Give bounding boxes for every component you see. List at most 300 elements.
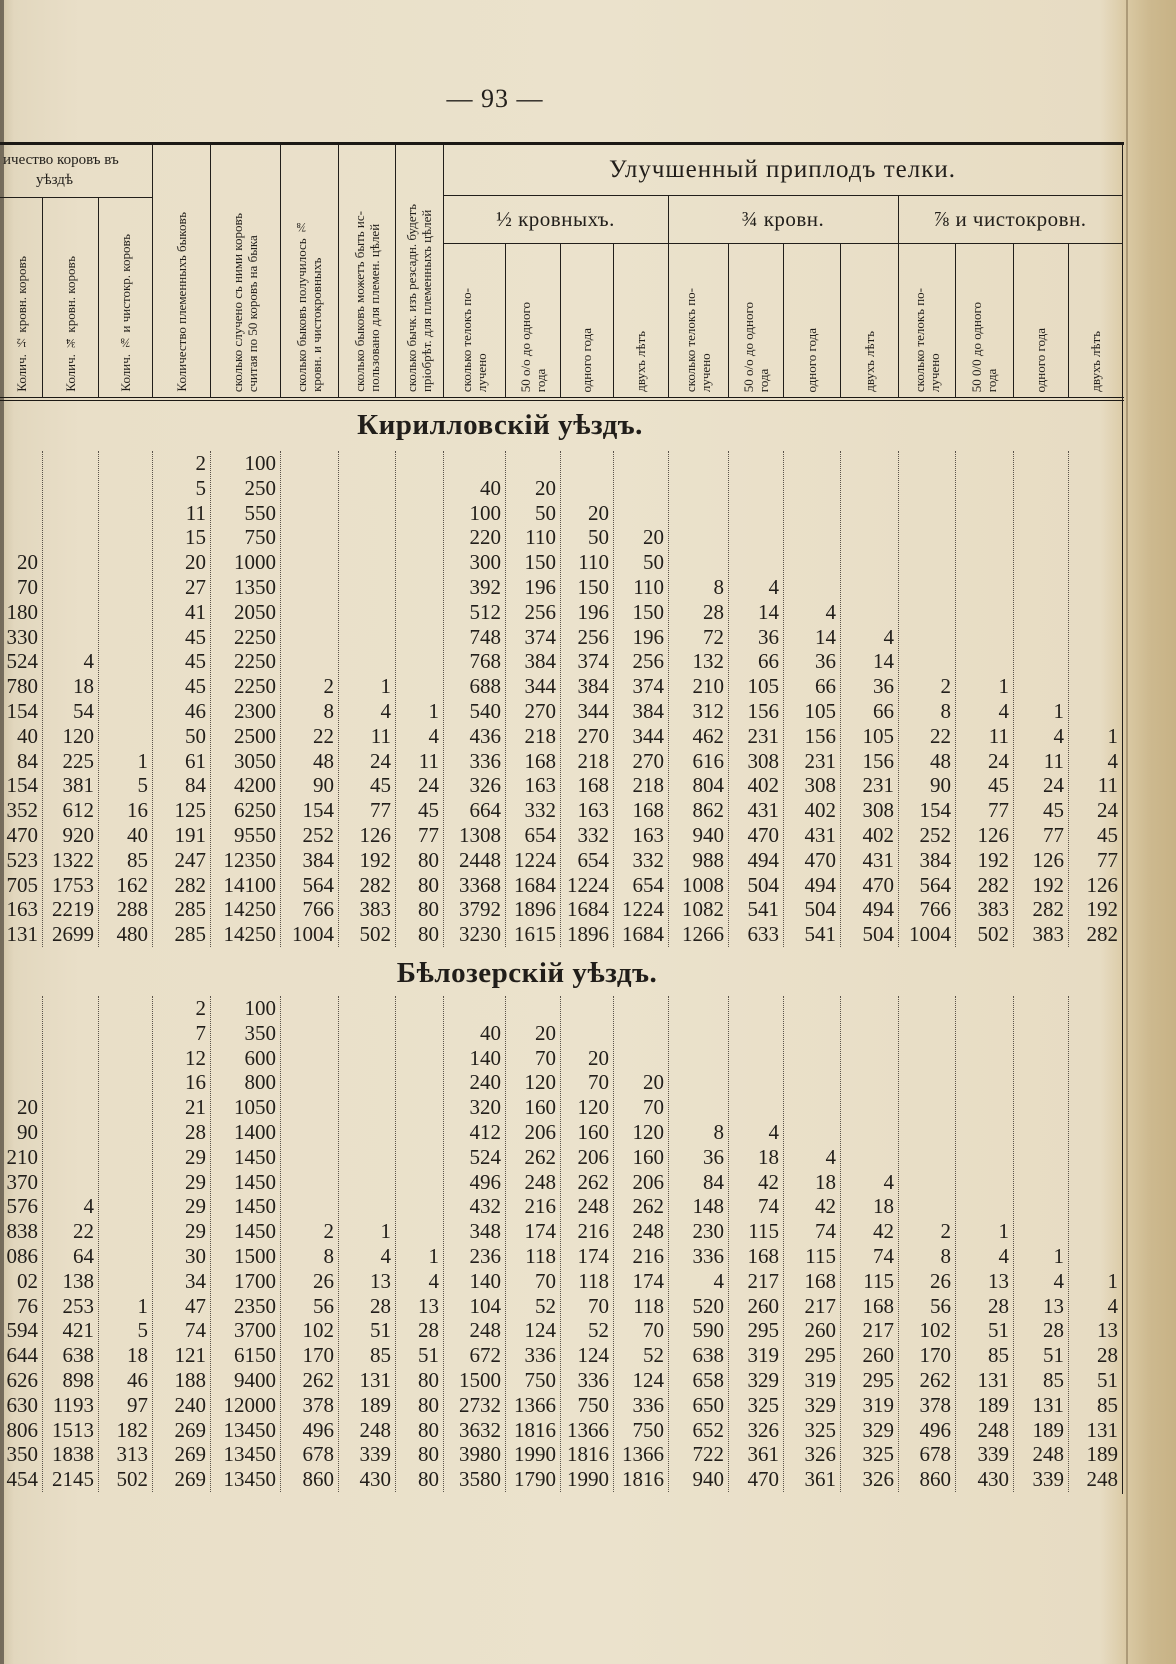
table-cell: 319 — [747, 1343, 779, 1368]
table-cell: 2050 — [234, 599, 276, 624]
table-cell: 11 — [370, 723, 391, 748]
table-cell: 51 — [1043, 1343, 1064, 1368]
column-header-line: 50 о/о до одного — [517, 301, 533, 392]
table-cell: 52 — [535, 1293, 556, 1318]
col-header-three-quarter-blood-cows — [42, 197, 98, 398]
table-cell: 20 — [588, 1045, 609, 1070]
table-cell: 156 — [862, 748, 894, 773]
table-cell: 16 — [185, 1070, 206, 1095]
table-cell: 988 — [692, 847, 724, 872]
table-cell: 20 — [185, 550, 206, 575]
table-cell: 4 — [713, 1268, 724, 1293]
table-cell: 862 — [692, 798, 724, 823]
table-cell: 85 — [1043, 1368, 1064, 1392]
table-cell: 174 — [524, 1219, 556, 1244]
table-cell: 131 — [1032, 1392, 1064, 1417]
table-cell: 260 — [804, 1318, 836, 1343]
table-cell: 206 — [632, 1169, 664, 1194]
table-cell: 102 — [302, 1318, 334, 1343]
column-header-line: года — [755, 368, 771, 392]
table-cell: 4 — [768, 1120, 779, 1144]
table-cell: 1816 — [514, 1417, 556, 1442]
table-cell: 3368 — [459, 872, 501, 897]
table-cell: 80 — [418, 897, 439, 922]
table-cell: 20 — [535, 1020, 556, 1045]
table-row — [0, 550, 1122, 575]
table-cell: 344 — [577, 699, 609, 723]
table-cell: 217 — [747, 1268, 779, 1293]
table-cell: 13450 — [223, 1417, 276, 1442]
table-cell: 920 — [62, 823, 94, 847]
table-cell: 336 — [692, 1244, 724, 1268]
table-cell: 105 — [747, 674, 779, 699]
table-row — [0, 773, 1122, 798]
table-cell: 4 — [883, 1169, 894, 1194]
table-cell: 496 — [919, 1417, 951, 1442]
table-cell: 2448 — [459, 847, 501, 872]
table-cell: 21 — [185, 1095, 206, 1120]
table-cell: 118 — [633, 1293, 664, 1318]
table-cell: 20 — [588, 500, 609, 525]
table-cell: 402 — [747, 773, 779, 798]
table-cell: 115 — [748, 1219, 779, 1244]
table-cell: 383 — [977, 897, 1009, 922]
table-cell: 430 — [359, 1467, 391, 1492]
table-cell: 218 — [632, 773, 664, 798]
column-header-text — [804, 328, 819, 392]
table-cell: 30 — [185, 1244, 206, 1268]
table-cell: 4 — [825, 1144, 836, 1169]
table-cell: 1 — [380, 674, 391, 699]
table-cell: 1 — [1053, 699, 1064, 723]
table-cell: 361 — [747, 1442, 779, 1467]
column-header-text — [1088, 331, 1103, 392]
table-cell: 85 — [127, 847, 148, 872]
table-cell: 162 — [116, 872, 148, 897]
table-cell: 378 — [302, 1392, 334, 1417]
table-cell: 256 — [577, 624, 609, 649]
table-cell: 1790 — [514, 1467, 556, 1492]
col-header-breeding-bulls — [152, 145, 210, 398]
table-cell: 336 — [632, 1392, 664, 1417]
table-cell: 4 — [83, 649, 94, 674]
table-cell: 383 — [359, 897, 391, 922]
table-cell: 54 — [73, 699, 94, 723]
table-cell: 678 — [919, 1442, 951, 1467]
column-header-text — [969, 302, 999, 392]
table-cell: 125 — [174, 798, 206, 823]
table-cell: 295 — [862, 1368, 894, 1392]
table-cell: 16 — [127, 798, 148, 823]
table-cell: 163 — [577, 798, 609, 823]
table-row — [0, 1343, 1122, 1368]
table-cell: 13 — [370, 1268, 391, 1293]
table-row — [0, 1244, 1122, 1269]
table-cell: 11 — [185, 500, 206, 525]
table-cell: 2250 — [234, 674, 276, 699]
col-header-half-two-years — [613, 243, 668, 398]
table-cell: 313 — [116, 1442, 148, 1467]
col-header-seven-eighths-under-one-year — [955, 243, 1013, 398]
column-header-text — [352, 211, 382, 392]
table-cell: 504 — [862, 922, 894, 947]
table-cell: 541 — [804, 922, 836, 947]
table-cell: 90 — [930, 773, 951, 798]
table-cell: 658 — [692, 1368, 724, 1392]
table-cell: 72 — [703, 624, 724, 649]
table-row — [0, 1145, 1122, 1170]
table-cell: 218 — [577, 748, 609, 773]
table-cell: 750 — [244, 525, 276, 550]
table-cell: 282 — [359, 872, 391, 897]
column-header-text — [118, 234, 133, 392]
table-cell: 1990 — [514, 1442, 556, 1467]
table-cell: 339 — [1032, 1467, 1064, 1492]
table-cell: 231 — [804, 748, 836, 773]
table-cell: 124 — [632, 1368, 664, 1392]
table-cell: 20 — [643, 1070, 664, 1095]
cows-group-header — [0, 150, 152, 196]
table-cell: 550 — [244, 500, 276, 525]
table-cell: 168 — [632, 798, 664, 823]
table-cell: 248 — [1086, 1467, 1118, 1492]
table-cell: 1366 — [514, 1392, 556, 1417]
table-cell: 84 — [703, 1169, 724, 1194]
table-cell: 512 — [469, 599, 501, 624]
column-header-line: двухъ лѣтъ — [861, 331, 877, 392]
table-cell: 118 — [525, 1244, 556, 1268]
table-cell: 248 — [469, 1318, 501, 1343]
page-fold — [1126, 0, 1128, 1664]
table-cell: 2 — [195, 451, 206, 475]
table-cell: 344 — [632, 723, 664, 748]
table-cell: 104 — [469, 1293, 501, 1318]
table-cell: 34 — [185, 1268, 206, 1293]
table-cell: 496 — [302, 1417, 334, 1442]
table-cell: 14250 — [223, 922, 276, 947]
table-cell: 74 — [185, 1318, 206, 1343]
table-cell: 270 — [524, 699, 556, 723]
table-cell: 248 — [1032, 1442, 1064, 1467]
col-header-seven-eighths-heifers-obtained — [898, 243, 955, 398]
table-cell: 339 — [977, 1442, 1009, 1467]
table-cell: 80 — [418, 872, 439, 897]
table-cell: 20 — [535, 475, 556, 500]
section-title-belozersk: Бѣлозерскій уѣздъ. — [396, 957, 658, 989]
table-row — [0, 798, 1122, 823]
table-cell: 431 — [804, 823, 836, 847]
table-cell: 378 — [919, 1392, 951, 1417]
table-cell: 2145 — [52, 1467, 94, 1492]
column-header-line: двухъ лѣтъ — [633, 331, 648, 392]
table-cell: 210 — [692, 674, 724, 699]
column-header-line: 50 0/0 до одного — [969, 301, 984, 392]
table-row — [0, 1393, 1122, 1418]
table-cell: 2699 — [52, 922, 94, 947]
table-cell: 77 — [1097, 847, 1118, 872]
table-cell: 269 — [174, 1467, 206, 1492]
table-cell: 150 — [524, 550, 556, 575]
table-cell: 206 — [524, 1120, 556, 1144]
table-cell: 120 — [62, 723, 94, 748]
table-cell: 384 — [919, 847, 951, 872]
table-cell: 320 — [469, 1095, 501, 1120]
table-cell: 308 — [862, 798, 894, 823]
table-cell: 36 — [703, 1144, 724, 1169]
table-cell: 12000 — [223, 1392, 276, 1417]
table-cell: 210 — [6, 1144, 38, 1169]
table-cell: 308 — [747, 748, 779, 773]
table-cell: 28 — [418, 1318, 439, 1343]
table-cell: 1366 — [622, 1442, 664, 1467]
table-cell: 45 — [418, 798, 439, 823]
table-cell: 56 — [930, 1293, 951, 1318]
table-cell: 1753 — [52, 872, 94, 897]
table-cell: 61 — [185, 748, 206, 773]
table-cell: 76 — [17, 1293, 38, 1318]
table-cell: 216 — [632, 1244, 664, 1268]
table-cell: 502 — [359, 922, 391, 947]
table-cell: 2250 — [234, 649, 276, 674]
table-cell: 13 — [418, 1293, 439, 1318]
table-cell: 564 — [302, 872, 334, 897]
column-header-text — [1033, 328, 1048, 392]
table-cell: 28 — [370, 1293, 391, 1318]
table-cell: 262 — [577, 1169, 609, 1194]
column-header-text — [404, 204, 434, 392]
table-cell: 502 — [977, 922, 1009, 947]
column-header-line: сколько бычк. изъ резсадн. будетъ — [404, 203, 419, 392]
table-cell: 326 — [862, 1467, 894, 1492]
table-cell: 14 — [758, 599, 779, 624]
table-cell: 196 — [577, 599, 609, 624]
table-cell: 374 — [524, 624, 556, 649]
table-cell: 168 — [524, 748, 556, 773]
col-header-bulls-obtained — [280, 145, 338, 398]
table-cell: 540 — [469, 699, 501, 723]
table-cell: 24 — [1043, 773, 1064, 798]
table-cell: 124 — [524, 1318, 556, 1343]
table-cell: 1004 — [909, 922, 951, 947]
table-cell: 156 — [747, 699, 779, 723]
table-cell: 168 — [862, 1293, 894, 1318]
table-cell: 85 — [370, 1343, 391, 1368]
table-cell: 312 — [692, 699, 724, 723]
table-cell: 154 — [6, 773, 38, 798]
table-cell: 860 — [302, 1467, 334, 1492]
col-header-seven-eighths-one-year — [1013, 243, 1068, 398]
col-header-three-quarter-heifers-obtained — [668, 243, 728, 398]
table-cell: 40 — [480, 475, 501, 500]
table-cell: 1 — [428, 699, 439, 723]
table-cell: 85 — [1097, 1392, 1118, 1417]
table-cell: 8 — [713, 1120, 724, 1144]
table-cell: 1082 — [682, 897, 724, 922]
table-cell: 2 — [195, 996, 206, 1020]
table-cell: 217 — [862, 1318, 894, 1343]
table-cell: 225 — [62, 748, 94, 773]
table-cell: 1816 — [567, 1442, 609, 1467]
table-row — [0, 848, 1122, 873]
table-cell: 80 — [418, 922, 439, 947]
column-header-text — [174, 212, 189, 392]
table-cell: 22 — [930, 723, 951, 748]
table-cell: 384 — [302, 847, 334, 872]
table-cell: 1350 — [234, 575, 276, 599]
table-cell: 664 — [469, 798, 501, 823]
table-cell: 432 — [469, 1194, 501, 1219]
table-cell: 1224 — [567, 872, 609, 897]
table-cell: 520 — [692, 1293, 724, 1318]
table-cell: 638 — [692, 1343, 724, 1368]
table-cell: 332 — [524, 798, 556, 823]
table-cell: 285 — [174, 897, 206, 922]
table-cell: 7 — [195, 1020, 206, 1045]
table-cell: 421 — [62, 1318, 94, 1343]
table-cell: 630 — [6, 1392, 38, 1417]
table-cell: 768 — [469, 649, 501, 674]
table-cell: 412 — [469, 1120, 501, 1144]
table-cell: 28 — [1097, 1343, 1118, 1368]
table-cell: 2 — [940, 1219, 951, 1244]
table-cell: 29 — [185, 1144, 206, 1169]
table-row — [0, 724, 1122, 749]
table-cell: 339 — [359, 1442, 391, 1467]
table-cell: 2219 — [52, 897, 94, 922]
table-cell: 66 — [758, 649, 779, 674]
col-header-seven-eighths-cows — [98, 197, 152, 398]
col-header-half-heifers-obtained — [443, 243, 505, 398]
table-cell: 436 — [469, 723, 501, 748]
column-header-line: одного года — [804, 327, 819, 392]
table-cell: 13450 — [223, 1442, 276, 1467]
table-cell: 126 — [977, 823, 1009, 847]
table-cell: 45 — [185, 674, 206, 699]
column-header-line: кровн. и чистокровныхъ — [309, 257, 324, 392]
table-cell: 46 — [127, 1368, 148, 1392]
table-cell: 120 — [577, 1095, 609, 1120]
table-cell: 18 — [73, 674, 94, 699]
table-cell: 70 — [588, 1293, 609, 1318]
table-cell: 24 — [370, 748, 391, 773]
column-header-line: Колич. ⅞ и чистокр. коровъ — [117, 234, 133, 392]
table-cell: 1 — [998, 674, 1009, 699]
table-cell: 3980 — [459, 1442, 501, 1467]
table-cell: 42 — [873, 1219, 894, 1244]
table-cell: 260 — [862, 1343, 894, 1368]
table-cell: 262 — [919, 1368, 951, 1392]
table-cell: 13 — [988, 1268, 1009, 1293]
table-cell: 2 — [323, 674, 334, 699]
table-cell: 4 — [825, 599, 836, 624]
table-cell: 524 — [469, 1144, 501, 1169]
table-cell: 36 — [815, 649, 836, 674]
table-cell: 90 — [313, 773, 334, 798]
table-cell: 22 — [73, 1219, 94, 1244]
table-cell: 13 — [1043, 1293, 1064, 1318]
table-cell: 29 — [185, 1194, 206, 1219]
table-cell: 326 — [747, 1417, 779, 1442]
telki-subgroup-seven-eighths: ⅞ и чистокровн. — [933, 207, 1087, 231]
table-cell: 750 — [577, 1392, 609, 1417]
table-cell: 12350 — [223, 847, 276, 872]
table-cell: 77 — [418, 823, 439, 847]
table-cell: 85 — [988, 1343, 1009, 1368]
table-cell: 189 — [1086, 1442, 1118, 1467]
table-cell: 2 — [940, 674, 951, 699]
table-cell: 45 — [1043, 798, 1064, 823]
table-cell: 154 — [6, 699, 38, 723]
table-row — [0, 1368, 1122, 1393]
table-cell: 4 — [428, 723, 439, 748]
table-cell: 192 — [1032, 872, 1064, 897]
table-cell: 51 — [418, 1343, 439, 1368]
column-header-text — [294, 220, 324, 392]
cows-group-line: ичество коровъ въ — [3, 152, 119, 168]
table-cell: 70 — [535, 1045, 556, 1070]
table-cell: 50 — [185, 723, 206, 748]
table-cell: 2732 — [459, 1392, 501, 1417]
table-cell: 1224 — [514, 847, 556, 872]
table-cell: 431 — [747, 798, 779, 823]
table-row — [0, 996, 1122, 1021]
table-cell: 216 — [524, 1194, 556, 1219]
table-cell: 1 — [137, 1293, 148, 1318]
table-cell: 26 — [930, 1268, 951, 1293]
table-cell: 594 — [6, 1318, 38, 1343]
table-cell: 1308 — [459, 823, 501, 847]
table-cell: 470 — [804, 847, 836, 872]
column-header-line: лучено — [474, 353, 489, 392]
table-cell: 115 — [863, 1268, 894, 1293]
table-cell: 188 — [174, 1368, 206, 1392]
table-row — [0, 1170, 1122, 1195]
table-cell: 1 — [137, 748, 148, 773]
column-header-text — [741, 302, 771, 392]
table-cell: 8 — [323, 1244, 334, 1268]
table-cell: 590 — [692, 1318, 724, 1343]
table-cell: 56 — [313, 1293, 334, 1318]
table-cell: 105 — [804, 699, 836, 723]
table-cell: 325 — [862, 1442, 894, 1467]
table-cell: 131 — [359, 1368, 391, 1392]
table-cell: 564 — [919, 872, 951, 897]
table-cell: 40 — [127, 823, 148, 847]
table-cell: 28 — [703, 599, 724, 624]
table-cell: 50 — [588, 525, 609, 550]
telki-subgroup-three-quarter: ¾ кровн. — [741, 207, 825, 231]
table-cell: 14 — [873, 649, 894, 674]
table-cell: 392 — [469, 575, 501, 599]
table-row — [0, 649, 1122, 674]
table-cell: 231 — [747, 723, 779, 748]
table-cell: 374 — [632, 674, 664, 699]
table-cell: 1224 — [622, 897, 664, 922]
table-cell: 28 — [988, 1293, 1009, 1318]
table-cell: 1450 — [234, 1194, 276, 1219]
table-cell: 189 — [359, 1392, 391, 1417]
column-header-line: сколько телокъ по- — [683, 287, 698, 392]
table-cell: 28 — [1043, 1318, 1064, 1343]
table-cell: 430 — [977, 1467, 1009, 1492]
table-cell: 9550 — [234, 823, 276, 847]
table-cell: 612 — [62, 798, 94, 823]
table-cell: 504 — [804, 897, 836, 922]
column-header-text — [14, 256, 29, 392]
table-cell: 325 — [747, 1392, 779, 1417]
table-cell: 12 — [185, 1045, 206, 1070]
table-cell: 336 — [577, 1368, 609, 1392]
